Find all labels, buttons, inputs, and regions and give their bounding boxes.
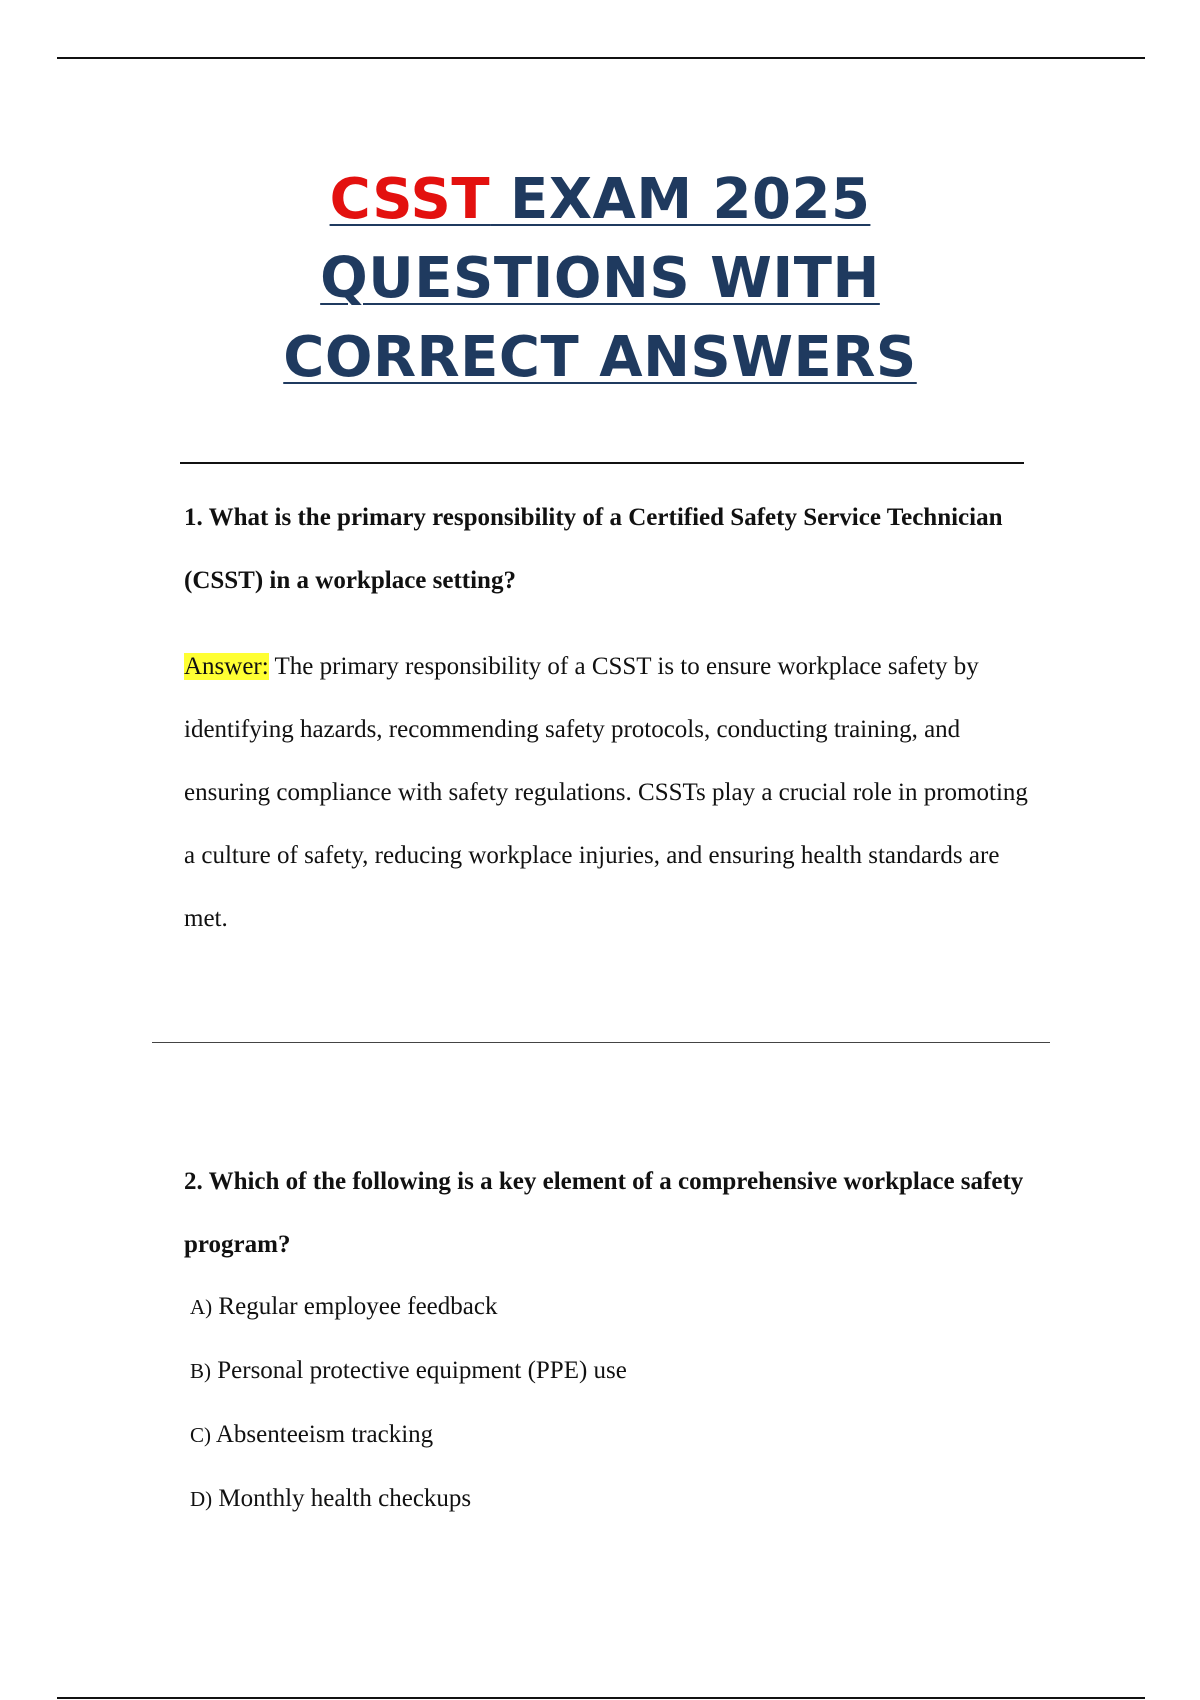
- section-divider: [152, 1042, 1050, 1043]
- option-b-letter: B): [190, 1359, 211, 1383]
- answer-1-text: The primary responsibility of a CSST is to ensure workplace safety by identifying hazards, recommending safety protocols, conducting training, and ensuring compliance with safety regulations. CSSTs play a crucial role in promoting a culture of safety, reducing workplace injuries, and ensuring health standards are met.: [184, 653, 1028, 932]
- option-d: [190, 1467, 627, 1531]
- title-line-1-rest: EXAM 2025: [490, 167, 871, 232]
- option-a: [190, 1275, 627, 1339]
- title-line-2: QUESTIONS WITH: [320, 246, 880, 311]
- option-a-text: Regular employee feedback: [218, 1293, 498, 1320]
- option-c-text: Absenteeism tracking: [215, 1421, 434, 1448]
- title-accent-csst: CSST: [329, 167, 491, 232]
- title-divider: [180, 462, 1024, 464]
- title-line-3: CORRECT ANSWERS: [283, 325, 917, 390]
- document-title: [0, 160, 1200, 397]
- answer-label-highlight: Answer:: [184, 653, 269, 680]
- question-1: [184, 486, 1044, 612]
- option-c-letter: C): [190, 1423, 211, 1447]
- page-bottom-rule: [57, 1697, 1145, 1699]
- option-d-letter: D): [190, 1487, 213, 1511]
- answer-1: [184, 635, 1044, 950]
- question-2: [184, 1150, 1044, 1276]
- question-1-text: What is the primary responsibility of a Certified Safety Service Technician (CSST) in a workplace setting?: [184, 504, 1003, 594]
- option-b: [190, 1339, 627, 1403]
- page-top-rule: [57, 57, 1145, 59]
- option-a-letter: A): [190, 1295, 213, 1319]
- option-b-text: Personal protective equipment (PPE) use: [217, 1357, 627, 1384]
- option-c: [190, 1403, 627, 1467]
- question-2-options: [190, 1275, 627, 1531]
- question-2-number: 2.: [184, 1168, 203, 1195]
- question-2-text: Which of the following is a key element of a comprehensive workplace safety program?: [184, 1168, 1024, 1258]
- title-line-1: [330, 160, 871, 239]
- option-d-text: Monthly health checkups: [218, 1485, 472, 1512]
- question-1-number: 1.: [184, 504, 203, 531]
